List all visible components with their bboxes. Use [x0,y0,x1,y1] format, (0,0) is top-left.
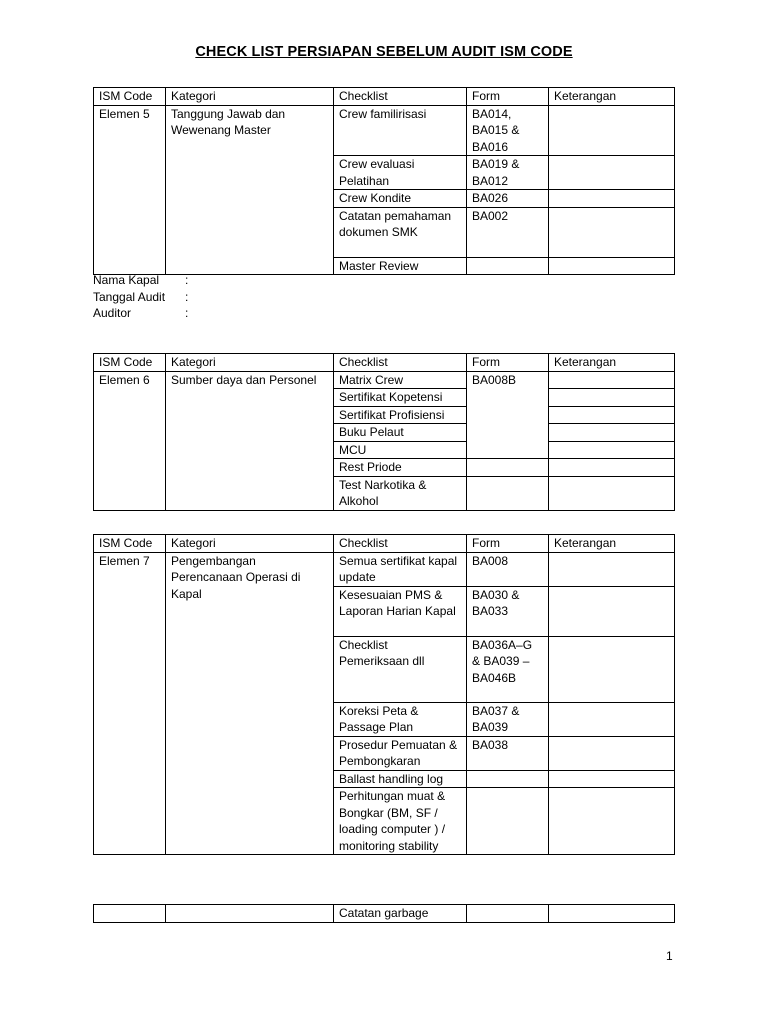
form-cell: BA019 & BA012 [467,156,549,190]
checklist-cell: Crew Kondite [334,190,467,208]
form-cell: BA030 & BA033 [467,586,549,636]
auditor-row [93,305,188,322]
checklist-cell: Crew evaluasi Pelatihan [334,156,467,190]
form-cell [467,257,549,275]
form-cell [467,905,549,923]
header-keterangan: Keterangan [549,535,675,553]
checklist-cell: Buku Pelaut [334,424,467,442]
header-ism-code: ISM Code [94,535,166,553]
form-cell: BA026 [467,190,549,208]
checklist-cell: MCU [334,441,467,459]
keterangan-cell [549,424,675,442]
keterangan-cell [549,905,675,923]
checklist-cell: Semua sertifikat kapal update [334,552,467,586]
kategori-cell [166,905,334,923]
keterangan-cell [549,476,675,510]
header-keterangan: Keterangan [549,88,675,106]
table-row [94,552,675,586]
keterangan-cell [549,586,675,636]
page-number: 1 [666,949,673,963]
document-title: CHECK LIST PERSIAPAN SEBELUM AUDIT ISM CODE [195,44,573,60]
colon: : [185,306,189,320]
table-row [94,105,675,156]
nama-kapal-label: Nama Kapal [93,273,160,287]
form-cell [467,770,549,788]
form-cell: BA038 [467,736,549,770]
keterangan-cell [549,702,675,736]
header-checklist: Checklist [334,535,467,553]
form-cell [467,459,549,477]
checklist-cell: Catatan pemahaman dokumen SMK [334,207,467,257]
keterangan-cell [549,736,675,770]
header-form: Form [467,88,549,106]
kategori-cell: Sumber daya dan Personel [166,371,334,510]
checklist-cell: Matrix Crew [334,371,467,389]
header-checklist: Checklist [334,354,467,372]
header-kategori: Kategori [166,88,334,106]
keterangan-cell [549,105,675,156]
checklist-cell: Crew familirisasi [334,105,467,156]
ism-code-cell [94,905,166,923]
keterangan-cell [549,257,675,275]
keterangan-cell [549,788,675,855]
ism-code-cell: Elemen 5 [94,105,166,275]
checklist-cell: Prosedur Pemuatan & Pembongkaran [334,736,467,770]
checklist-table-elemen-5 [93,87,675,275]
tanggal-audit-label: Tanggal Audit [93,289,166,304]
table-header-row [94,88,675,106]
header-kategori: Kategori [166,535,334,553]
header-checklist: Checklist [334,88,467,106]
kategori-cell: Pengembangan Perencanaan Operasi di Kapal [166,552,334,855]
header-ism-code: ISM Code [94,88,166,106]
keterangan-cell [549,770,675,788]
form-cell: BA036A–G & BA039 – BA046B [467,636,549,702]
keterangan-cell [549,389,675,407]
form-cell: BA014, BA015 & BA016 [467,105,549,156]
form-cell: BA002 [467,207,549,257]
table-row [94,371,675,389]
checklist-cell: Sertifikat Kopetensi [334,389,467,407]
kategori-cell: Tanggung Jawab dan Wewenang Master [166,105,334,275]
header-form: Form [467,354,549,372]
form-cell [467,788,549,855]
checklist-cell: Perhitungan muat & Bongkar (BM, SF / loading computer ) / monitoring stability [334,788,467,855]
colon: : [185,273,189,287]
ism-code-cell: Elemen 6 [94,371,166,510]
checklist-table-elemen-7 [93,534,675,855]
header-form: Form [467,535,549,553]
form-cell [467,476,549,510]
auditor-label: Auditor [93,306,132,320]
nama-kapal-row [93,272,188,289]
checklist-cell: Ballast handling log [334,770,467,788]
form-cell: BA008 [467,552,549,586]
checklist-cell: Test Narkotika & Alkohol [334,476,467,510]
keterangan-cell [549,371,675,389]
checklist-cell: Checklist Pemeriksaan dll [334,636,467,702]
checklist-cell: Catatan garbage [334,905,467,923]
checklist-table-elemen-6 [93,353,675,511]
form-cell: BA037 & BA039 [467,702,549,736]
keterangan-cell [549,441,675,459]
table-header-row [94,354,675,372]
header-keterangan: Keterangan [549,354,675,372]
checklist-cell: Master Review [334,257,467,275]
checklist-cell: Kesesuaian PMS & Laporan Harian Kapal [334,586,467,636]
checklist-cell: Rest Priode [334,459,467,477]
checklist-cell: Koreksi Peta & Passage Plan [334,702,467,736]
tanggal-audit-row [93,289,188,306]
header-ism-code: ISM Code [94,354,166,372]
keterangan-cell [549,190,675,208]
keterangan-cell [549,459,675,477]
ism-code-cell: Elemen 7 [94,552,166,855]
keterangan-cell [549,552,675,586]
audit-info-block [93,272,188,322]
keterangan-cell [549,636,675,702]
keterangan-cell [549,156,675,190]
colon: : [185,289,189,304]
checklist-table-continuation [93,904,675,923]
table-row [94,905,675,923]
keterangan-cell [549,406,675,424]
keterangan-cell [549,207,675,257]
form-cell: BA008B [467,371,549,459]
table-header-row [94,535,675,553]
header-kategori: Kategori [166,354,334,372]
checklist-cell: Sertifikat Profisiensi [334,406,467,424]
